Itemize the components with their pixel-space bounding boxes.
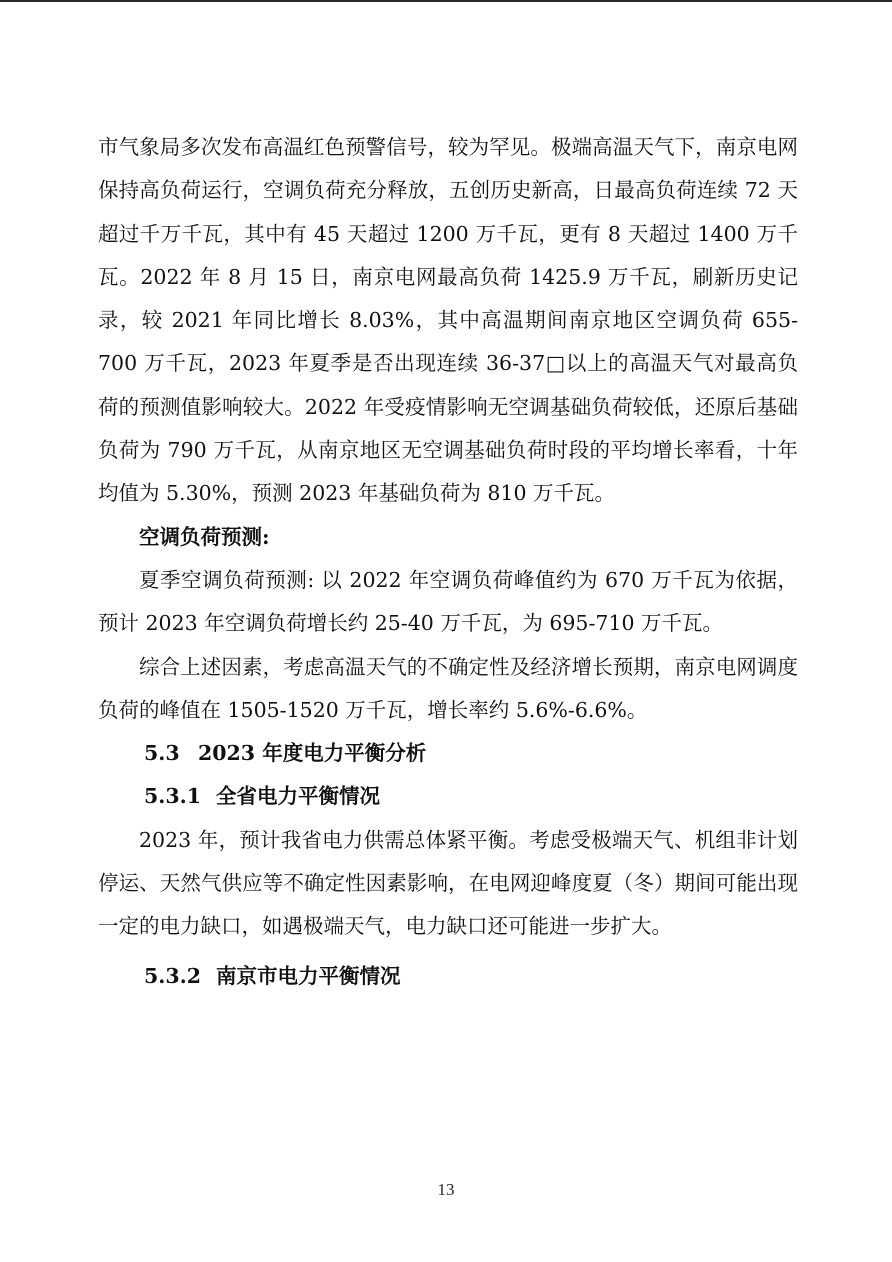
subheading-ac-load-text: 空调负荷预测: [139, 524, 270, 549]
body-paragraph: 市气象局多次发布高温红色预警信号，较为罕见。极端高温天气下，南京电网保持高负荷运行，空调负荷充分释放，五创历史新高，日最高负荷连续 72 天超过千万千瓦，其中有 45 天超过 1200 万千瓦，更有 8 天超过 1400 万千瓦。2022 年 8 月 15 日，南京电网最高负荷 1425.9 万千瓦，刷新历史记录，较 2021 年同比增长 8.03%，其中高温期间南京地区空调负荷 655-700 万千瓦，2023 年夏季是否出现连续 36-37□以上的高温天气对最高负荷的预测值影响较大。2022 年受疫情影响无空调基础负荷较低，还原后基础负荷为 790 万千瓦，从南京地区无空调基础负荷时段的平均增长率看，十年均值为 5.30%，预测 2023 年基础负荷为 810 万千瓦。 [98, 135, 798, 506]
body-paragraph: 综合上述因素，考虑高温天气的不确定性及经济增长预期，南京电网调度负荷的峰值在 1505-1520 万千瓦，增长率约 5.6%-6.6%。 [98, 654, 798, 722]
section-number: 5.3.1 [144, 784, 202, 809]
body-paragraph: 2023 年，预计我省电力供需总体紧平衡。考虑受极端天气、机组非计划停运、天然气供应等不确定性因素影响，在电网迎峰度夏（冬）期间可能出现一定的电力缺口，如遇极端天气，电力缺口还可能进一步扩大。 [98, 827, 798, 939]
section-heading-5-3-2 [98, 955, 798, 998]
section-number: 5.3.2 [144, 963, 202, 988]
subheading-ac-load [98, 516, 798, 559]
page-content [98, 126, 798, 998]
section-title: 2023 年度电力平衡分析 [198, 741, 427, 766]
section-heading-5-3 [98, 732, 798, 775]
body-paragraph: 夏季空调负荷预测: 以 2022 年空调负荷峰值约为 670 万千瓦为依据，预计 2023 年空调负荷增长约 25-40 万千瓦，为 695-710 万千瓦。 [98, 567, 798, 636]
section-number: 5.3 [144, 741, 180, 766]
section-title: 南京市电力平衡情况 [216, 963, 401, 988]
section-heading-5-3-1 [98, 775, 798, 818]
page-number: 13 [437, 1180, 455, 1199]
section-title: 全省电力平衡情况 [216, 784, 380, 809]
